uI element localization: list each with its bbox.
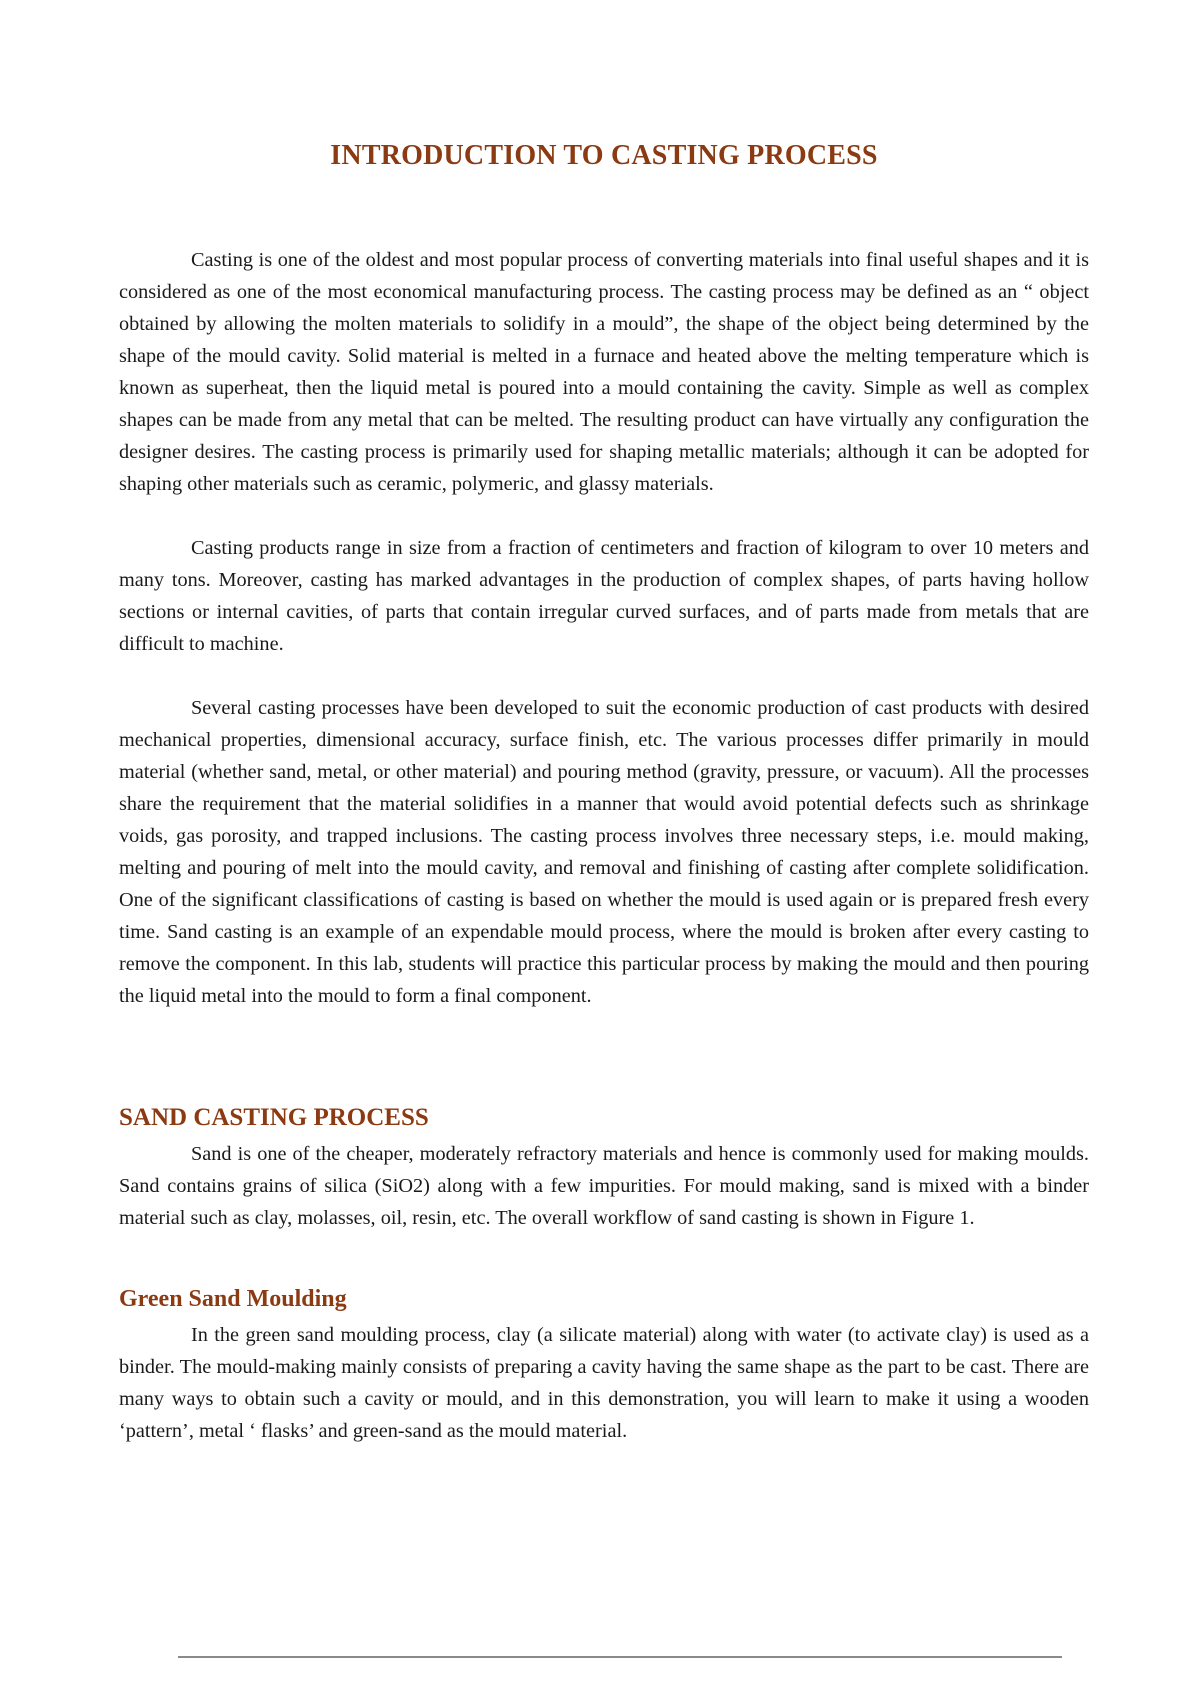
intro-paragraph-1: Casting is one of the oldest and most popular process of converting materials into final useful shapes and it is considered as one of the most economical manufacturing process. The casting process may be defined as an “ object obtained by allowing the molten materials to solidify in a mould”, the shape of the object being determined by the shape of the mould cavity. Solid material is melted in a furnace and heated above the melting temperature which is known as superheat, then the liquid metal is poured into a mould containing the cavity. Simple as well as complex shapes can be made from any metal that can be melted. The resulting product can have virtually any configuration the designer desires. The casting process is primarily used for shaping metallic materials; although it can be adopted for shaping other materials such as ceramic, polymeric, and glassy materials. <box>119 249 1089 495</box>
intro-paragraph-2: Casting products range in size from a fraction of centimeters and fraction of kilogram to over 10 meters and many tons. Moreover, casting has marked advantages in the production of complex shapes, of parts having hollow sections or internal cavities, of parts that contain irregular curved surfaces, and of parts made from metals that are difficult to machine. <box>119 537 1089 655</box>
document-title: INTRODUCTION TO CASTING PROCESS <box>330 140 878 171</box>
sand-casting-heading: SAND CASTING PROCESS <box>119 1104 429 1131</box>
green-sand-heading: Green Sand Moulding <box>119 1286 347 1312</box>
intro-paragraph-3: Several casting processes have been developed to suit the economic production of cast products with desired mechanical properties, dimensional accuracy, surface finish, etc. The various processes differ primarily in mould material (whether sand, metal, or other material) and pouring method (gravity, pressure, or vacuum). All the processes share the requirement that the material solidifies in a manner that would avoid potential defects such as shrinkage voids, gas porosity, and trapped inclusions. The casting process involves three necessary steps, i.e. mould making, melting and pouring of melt into the mould cavity, and removal and finishing of casting after complete solidification. One of the significant classifications of casting is based on whether the mould is used again or is prepared fresh every time. Sand casting is an example of an expendable mould process, where the mould is broken after every casting to remove the component. In this lab, students will practice this particular process by making the mould and then pouring the liquid metal into the mould to form a final component. <box>119 697 1089 1007</box>
green-sand-paragraph: In the green sand moulding process, clay (a silicate material) along with water (to activate clay) is used as a binder. The mould-making mainly consists of preparing a cavity having the same shape as the part to be cast. There are many ways to obtain such a cavity or mould, and in this demonstration, you will learn to make it using a wooden ‘pattern’, metal ‘ flasks’ and green-sand as the mould material. <box>119 1324 1089 1442</box>
sand-casting-paragraph: Sand is one of the cheaper, moderately refractory materials and hence is commonly used for making moulds. Sand contains grains of silica (SiO2) along with a few impurities. For mould making, sand is mixed with a binder material such as clay, molasses, oil, resin, etc. The overall workflow of sand casting is shown in Figure 1. <box>119 1143 1089 1229</box>
document-body <box>119 140 1089 1447</box>
footer-divider <box>178 1656 1062 1658</box>
